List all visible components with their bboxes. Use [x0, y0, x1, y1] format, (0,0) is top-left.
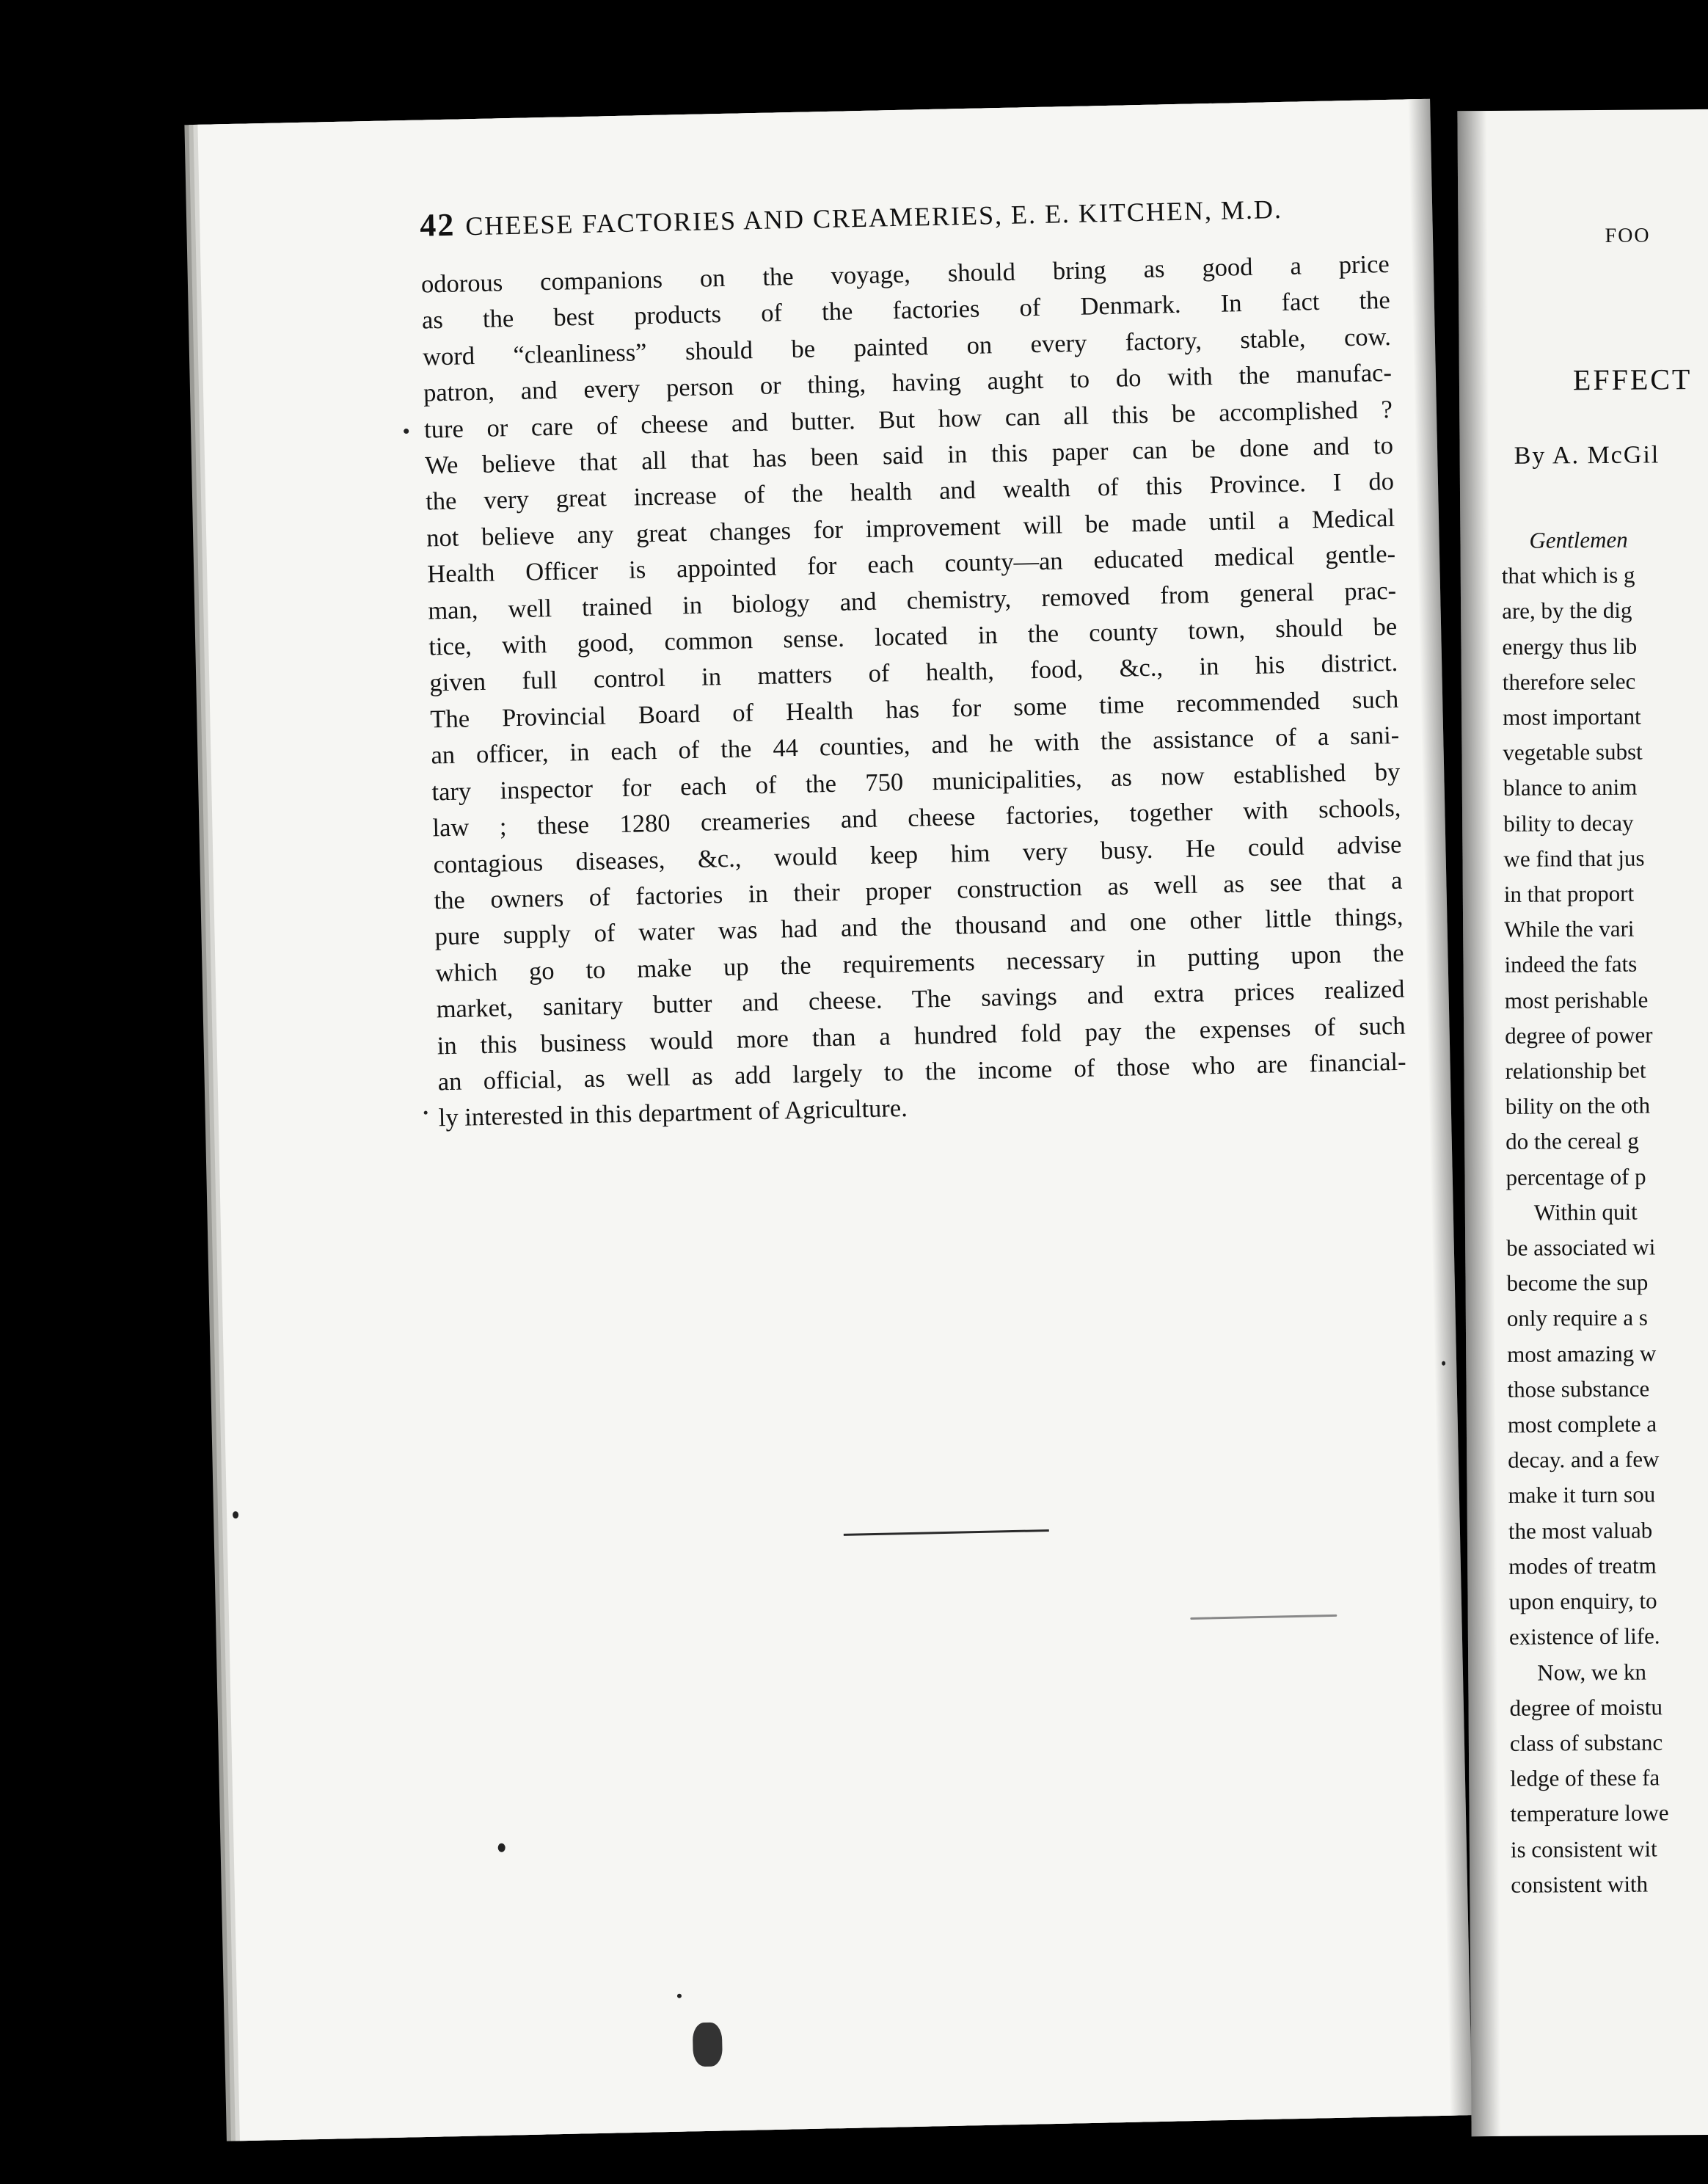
running-head	[420, 186, 1374, 244]
text-line: most important	[1503, 703, 1641, 730]
text-line: relationship bet	[1505, 1057, 1646, 1084]
text-line: only require a s	[1506, 1304, 1648, 1332]
right-page	[1457, 109, 1708, 2136]
text-line: class of substanc	[1509, 1729, 1663, 1756]
text-line: The Provincial Board of Health has for some time recommended such	[430, 685, 1399, 734]
text-line: ledge of these fa	[1510, 1764, 1660, 1791]
text-line: tice, with good, common sense. located in the county town, should be	[428, 612, 1398, 661]
text-line: make it turn sou	[1508, 1481, 1656, 1509]
text-line: we find that jus	[1503, 845, 1645, 872]
text-line: the owners of factories in their proper construction as well as see that a	[434, 866, 1403, 915]
text-line: that which is g	[1501, 561, 1635, 589]
text-line: vegetable subst	[1503, 738, 1643, 766]
text-line: do the cereal g	[1506, 1128, 1639, 1155]
text-line: which go to make up the requirements necessary in putting upon the	[435, 939, 1404, 988]
text-line: bility on the oth	[1505, 1092, 1651, 1120]
text-line: in this business would more than a hundred fold pay the expenses of such	[437, 1011, 1406, 1060]
text-line: be associated wi	[1506, 1234, 1656, 1261]
text-line: contagious diseases, &c., would keep him very busy. He could advise	[433, 830, 1402, 878]
page-number: 42	[419, 206, 456, 244]
text-line: patron, and every person or thing, having aught to do with the manufac-	[423, 359, 1393, 407]
text-line: those substance	[1507, 1375, 1650, 1402]
text-line: most complete a	[1507, 1410, 1657, 1438]
text-line: We believe that all that has been said in this paper can be done and to	[424, 431, 1394, 480]
text-line: Now, we kn	[1537, 1659, 1647, 1686]
scan-specks	[197, 99, 1430, 125]
text-line: blance to anim	[1503, 774, 1638, 801]
right-page-text	[1501, 522, 1669, 1902]
text-line: as the best products of the factories of Denmark. In fact the	[421, 286, 1391, 335]
section-rule	[844, 1529, 1049, 1536]
article-title: EFFECT	[1572, 363, 1693, 397]
text-line: not believe any great changes for improvement will be made until a Medical	[426, 503, 1395, 553]
text-line: therefore selec	[1502, 668, 1636, 695]
text-line: is consistent wit	[1510, 1835, 1657, 1863]
text-line: Within quit	[1533, 1198, 1638, 1226]
text-line: most perishable	[1504, 986, 1649, 1013]
text-line: While the vari	[1504, 915, 1635, 943]
text-line: the most valuab	[1508, 1517, 1653, 1544]
text-line: temperature lowe	[1510, 1799, 1669, 1827]
text-line: decay. and a few	[1508, 1446, 1660, 1474]
text-line: Health Officer is appointed for each county—an educated medical gentle-	[426, 540, 1396, 589]
text-line: market, sanitary butter and cheese. The savings and extra prices realized	[436, 975, 1405, 1024]
text-line: man, well trained in biology and chemistry, removed from general prac-	[427, 576, 1397, 625]
text-line: modes of treatm	[1508, 1552, 1657, 1579]
text-line: become the sup	[1506, 1269, 1649, 1297]
text-line: degree of moistu	[1509, 1694, 1663, 1721]
text-line: upon enquiry, to	[1508, 1587, 1657, 1615]
text-line: law ; these 1280 creameries and cheese factories, together with schools,	[432, 793, 1401, 842]
text-line: percentage of p	[1506, 1163, 1646, 1190]
text-line: word “cleanliness” should be painted on every factory, stable, cow.	[422, 322, 1392, 371]
text-line: consistent with	[1511, 1871, 1649, 1898]
text-line: degree of power	[1505, 1022, 1653, 1049]
byline: By A. McGil	[1514, 441, 1660, 470]
text-line: most amazing w	[1507, 1340, 1657, 1367]
body-text	[421, 247, 1408, 1137]
text-line: tary inspector for each of the 750 municipalities, as now established by	[431, 757, 1401, 807]
text-line: energy thus lib	[1502, 633, 1638, 660]
text-line: ly interested in this department of Agriculture.	[438, 1094, 908, 1132]
right-running-head: FOO	[1605, 224, 1651, 247]
text-line: the very great increase of the health and wealth of this Province. I do	[425, 467, 1395, 516]
left-page	[197, 99, 1472, 2141]
text-line: an official, as well as add largely to the income of those who are financial-	[437, 1047, 1406, 1096]
running-head-title: CHEESE FACTORIES AND CREAMERIES, E. E. KITCHEN, M.D.	[464, 194, 1283, 241]
text-line: Gentlemen	[1529, 526, 1628, 553]
text-line: existence of life.	[1508, 1623, 1660, 1650]
text-line: pure supply of water was had and the thousand and one other little things,	[434, 903, 1404, 951]
text-line: indeed the fats	[1504, 951, 1638, 978]
text-line: ture or care of cheese and butter. But how can all this be accomplished ?	[423, 395, 1393, 444]
text-line: bility to decay	[1503, 809, 1634, 837]
text-line: an officer, in each of the 44 counties, and he with the assistance of a sani-	[431, 721, 1400, 770]
text-line: odorous companions on the voyage, should bring as good a price	[420, 250, 1390, 299]
text-line: in that proport	[1503, 880, 1635, 907]
text-line: given full control in matters of health, food, &c., in his district.	[429, 649, 1398, 697]
text-line: are, by the dig	[1502, 597, 1632, 625]
